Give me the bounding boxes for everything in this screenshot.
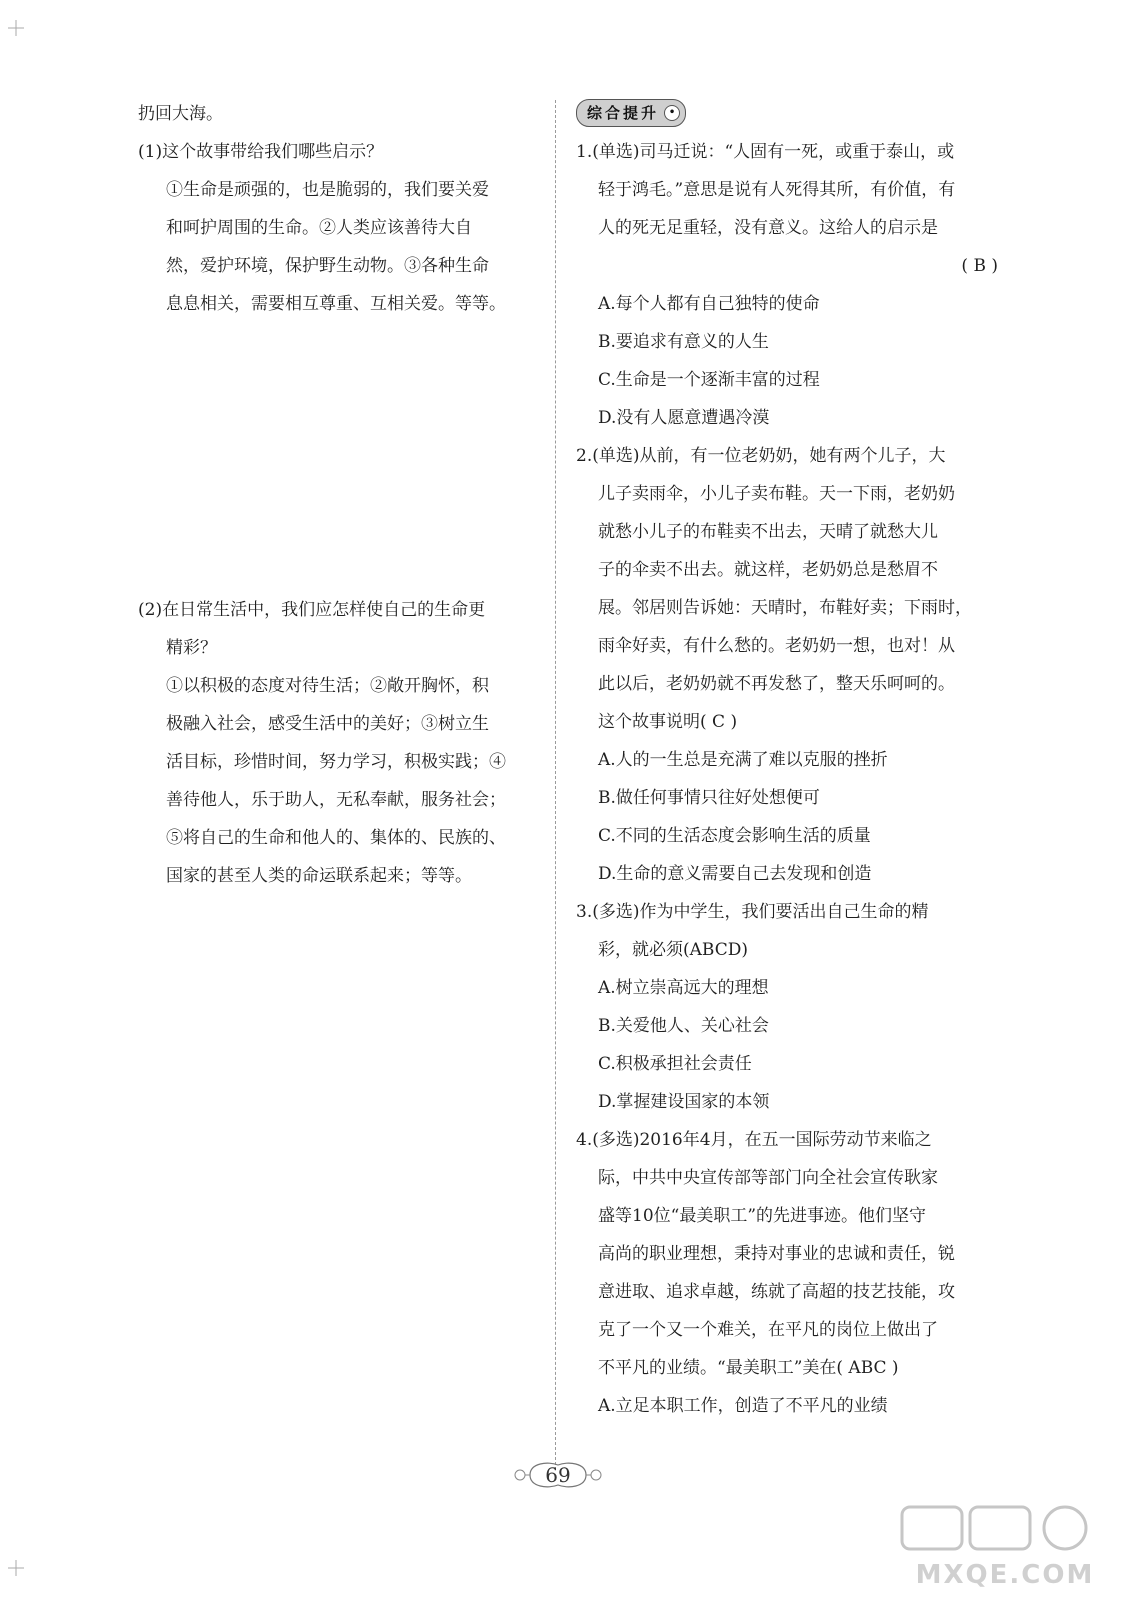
answer-line: 善待他人，乐于助人，无私奉献，服务社会； bbox=[166, 790, 506, 810]
question-2-stem: 2.(单选)从前，有一位老奶奶，她有两个儿子，大 bbox=[576, 446, 946, 466]
left-column bbox=[138, 95, 538, 895]
answer-line: 和呵护周围的生命。②人类应该善待大自 bbox=[166, 218, 472, 238]
svg-text:MXQE.COM: MXQE.COM bbox=[915, 1560, 1095, 1590]
option-c: C.积极承担社会责任 bbox=[598, 1054, 752, 1074]
answer-line: ⑤将自己的生命和他人的、集体的、民族的、 bbox=[166, 828, 506, 848]
option-a: A.每个人都有自己独特的使命 bbox=[598, 294, 820, 314]
option-a: A.人的一生总是充满了难以克服的挫折 bbox=[598, 750, 888, 770]
question-2-stem: 儿子卖雨伞，小儿子卖布鞋。天一下雨，老奶奶 bbox=[598, 484, 955, 504]
page-number-text: 69 bbox=[545, 1463, 571, 1487]
question-1-stem: 1.(单选)司马迁说：“人固有一死，或重于泰山，或 bbox=[576, 142, 955, 162]
answer-line: 国家的甚至人类的命运联系起来；等等。 bbox=[166, 866, 472, 886]
question-4-stem: 4.(多选)2016年4月，在五一国际劳动节来临之 bbox=[576, 1130, 932, 1150]
option-b: B.要追求有意义的人生 bbox=[598, 332, 769, 352]
question-2-stem: 此以后，老奶奶就不再发愁了，整天乐呵呵的。 bbox=[598, 674, 955, 694]
option-a: A.立足本职工作，创造了不平凡的业绩 bbox=[598, 1396, 888, 1416]
question-4-stem: 意进取、追求卓越，练就了高超的技艺技能，攻 bbox=[598, 1282, 955, 1302]
question-4-stem: 高尚的职业理想，秉持对事业的忠诚和责任，锐 bbox=[598, 1244, 955, 1264]
question-2-prompt: (2)在日常生活中，我们应怎样使自己的生命更 bbox=[138, 600, 486, 620]
crop-mark-icon bbox=[8, 20, 24, 36]
question-2-prompt: 精彩？ bbox=[166, 638, 217, 658]
option-d: D.掌握建设国家的本领 bbox=[598, 1092, 770, 1112]
question-4-stem: 际，中共中央宣传部等部门向全社会宣传耿家 bbox=[598, 1168, 938, 1188]
answer-line: 然，爱护环境，保护野生动物。③各种生命 bbox=[166, 256, 489, 276]
column-divider bbox=[555, 100, 556, 1470]
section-title: 综合提升 bbox=[587, 104, 660, 122]
option-d: D.生命的意义需要自己去发现和创造 bbox=[598, 864, 872, 884]
question-4-stem: 盛等10位“最美职工”的先进事迹。他们坚守 bbox=[598, 1206, 927, 1226]
answer-line: 息息相关，需要相互尊重、互相关爱。等等。 bbox=[166, 294, 506, 314]
question-2-stem: 子的伞卖不出去。就这样，老奶奶总是愁眉不 bbox=[598, 560, 938, 580]
crop-mark-icon bbox=[8, 1560, 24, 1576]
watermark-logo-icon bbox=[900, 1505, 1110, 1590]
option-c: C.生命是一个逐渐丰富的过程 bbox=[598, 370, 820, 390]
answer-line: ①以积极的态度对待生活；②敞开胸怀，积 bbox=[166, 676, 489, 696]
question-4-stem: 不平凡的业绩。“最美职工”美在( ABC ) bbox=[598, 1358, 899, 1378]
badge-dot-icon: • bbox=[664, 105, 680, 121]
question-2-stem: 就愁小儿子的布鞋卖不出去，天晴了就愁大儿 bbox=[598, 522, 938, 542]
question-2-stem: 雨伞好卖，有什么愁的。老奶奶一想，也对！从 bbox=[598, 636, 955, 656]
question-2-stem: 展。邻居则告诉她：天晴时，布鞋好卖；下雨时， bbox=[598, 598, 972, 618]
option-a: A.树立崇高远大的理想 bbox=[598, 978, 769, 998]
section-badge bbox=[576, 99, 686, 127]
answer-line: 极融入社会，感受生活中的美好；③树立生 bbox=[166, 714, 489, 734]
question-1-stem: 轻于鸿毛。”意思是说有人死得其所，有价值，有 bbox=[598, 180, 956, 200]
option-c: C.不同的生活态度会影响生活的质量 bbox=[598, 826, 871, 846]
question-2-stem: 这个故事说明( C ) bbox=[598, 712, 738, 732]
answer-line: 活目标，珍惜时间，努力学习，积极实践；④ bbox=[166, 752, 506, 772]
question-4-stem: 克了一个又一个难关，在平凡的岗位上做出了 bbox=[598, 1320, 938, 1340]
right-column bbox=[576, 95, 1006, 1425]
page-number bbox=[508, 1455, 608, 1495]
option-b: B.做任何事情只往好处想便可 bbox=[598, 788, 820, 808]
answer-line: ①生命是顽强的，也是脆弱的，我们要关爱 bbox=[166, 180, 489, 200]
blank-space bbox=[138, 323, 538, 591]
question-3-stem: 彩，就必须(ABCD) bbox=[598, 940, 748, 960]
question-1-answer: ( B ) bbox=[961, 256, 998, 276]
question-1-prompt: (1)这个故事带给我们哪些启示？ bbox=[138, 142, 384, 162]
question-3-stem: 3.(多选)作为中学生，我们要活出自己生命的精 bbox=[576, 902, 929, 922]
option-b: B.关爱他人、关心社会 bbox=[598, 1016, 769, 1036]
question-1-stem: 人的死无足重轻，没有意义。这给人的启示是 bbox=[598, 218, 938, 238]
option-d: D.没有人愿意遭遇冷漠 bbox=[598, 408, 770, 428]
continuation-text: 扔回大海。 bbox=[138, 104, 223, 124]
